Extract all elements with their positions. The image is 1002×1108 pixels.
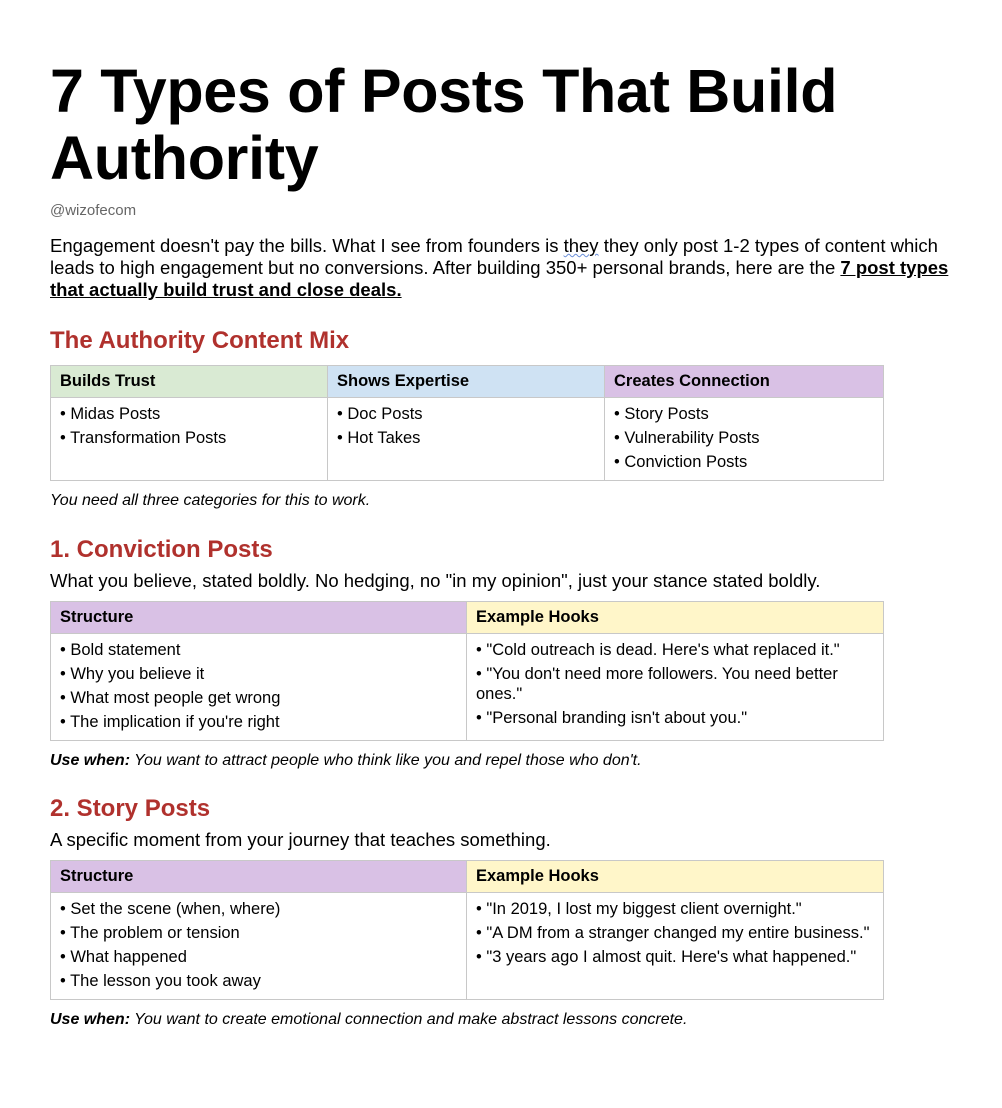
section-heading-story: 2. Story Posts — [50, 795, 211, 822]
list-item: • "You don't need more followers. You need better ones." — [476, 665, 838, 703]
table-header-row — [51, 861, 884, 893]
structure-header: Structure — [51, 602, 467, 634]
list-item: • "Personal branding isn't about you." — [476, 709, 748, 727]
section-lead: What you believe, stated boldly. No hedging, no "in my opinion", just your stance stated boldly. — [50, 570, 821, 591]
table-header-row — [51, 602, 884, 634]
structure-cell — [51, 634, 467, 741]
list-item: • Vulnerability Posts — [614, 429, 760, 447]
document-page — [50, 58, 960, 1029]
mix-heading: The Authority Content Mix — [50, 327, 350, 354]
hooks-cell — [467, 893, 884, 1000]
list-item: • Midas Posts — [60, 405, 161, 423]
list-item: • The implication if you're right — [60, 713, 280, 731]
mix-caption: You need all three categories for this to work. — [50, 492, 371, 509]
hooks-header: Example Hooks — [467, 602, 884, 634]
section-lead: A specific moment from your journey that teaches something. — [50, 829, 551, 850]
story-table — [50, 860, 884, 1000]
use-when-caption: Use when: You want to create emotional connection and make abstract lessons concrete. — [50, 1011, 688, 1028]
mix-table — [50, 365, 884, 481]
list-item: • "3 years ago I almost quit. Here's what happened." — [476, 948, 857, 966]
table-row — [51, 893, 884, 1000]
list-item: • Transformation Posts — [60, 429, 227, 447]
mix-header-builds-trust: Builds Trust — [51, 366, 328, 398]
list-item: • What most people get wrong — [60, 689, 281, 707]
table-row — [51, 634, 884, 741]
structure-header: Structure — [51, 861, 467, 893]
list-item: • Set the scene (when, where) — [60, 900, 281, 918]
list-item: • "A DM from a stranger changed my entire business." — [476, 924, 870, 942]
list-item: • Doc Posts — [337, 405, 423, 423]
author-handle: @wizofecom — [50, 202, 137, 219]
mix-items-row — [51, 398, 884, 481]
mix-cell-shows-expertise — [328, 398, 605, 481]
list-item: • Why you believe it — [60, 665, 205, 683]
intro-paragraph: Engagement doesn't pay the bills. What I see from founders is they they only post 1-2 types of content which leads to high engagement but no conversions. After building 350+ personal brands, here are the 7 post types that actually build trust and close deals. — [50, 235, 949, 300]
section-heading-conviction: 1. Conviction Posts — [50, 536, 273, 563]
intro-emphasis: 7 post types that actually build trust and close deals. — [50, 257, 949, 300]
mix-header-shows-expertise: Shows Expertise — [328, 366, 605, 398]
mix-cell-creates-connection — [605, 398, 884, 481]
list-item: • What happened — [60, 948, 187, 966]
list-item: • Hot Takes — [337, 429, 421, 447]
list-item: • Conviction Posts — [614, 453, 748, 471]
structure-cell — [51, 893, 467, 1000]
list-item: • Bold statement — [60, 641, 181, 659]
conviction-table — [50, 601, 884, 741]
use-when-caption: Use when: You want to attract people who think like you and repel those who don't. — [50, 752, 642, 769]
list-item: • The problem or tension — [60, 924, 240, 942]
hooks-cell — [467, 634, 884, 741]
list-item: • The lesson you took away — [60, 972, 261, 990]
mix-header-creates-connection: Creates Connection — [605, 366, 884, 398]
list-item: • "In 2019, I lost my biggest client overnight." — [476, 900, 802, 918]
document-title: 7 Types of Posts That Build Authority — [50, 57, 838, 192]
spellcheck-word: they — [563, 235, 599, 256]
mix-cell-builds-trust — [51, 398, 328, 481]
list-item: • Story Posts — [614, 405, 709, 423]
list-item: • "Cold outreach is dead. Here's what replaced it." — [476, 641, 840, 659]
hooks-header: Example Hooks — [467, 861, 884, 893]
mix-header-row — [51, 366, 884, 398]
